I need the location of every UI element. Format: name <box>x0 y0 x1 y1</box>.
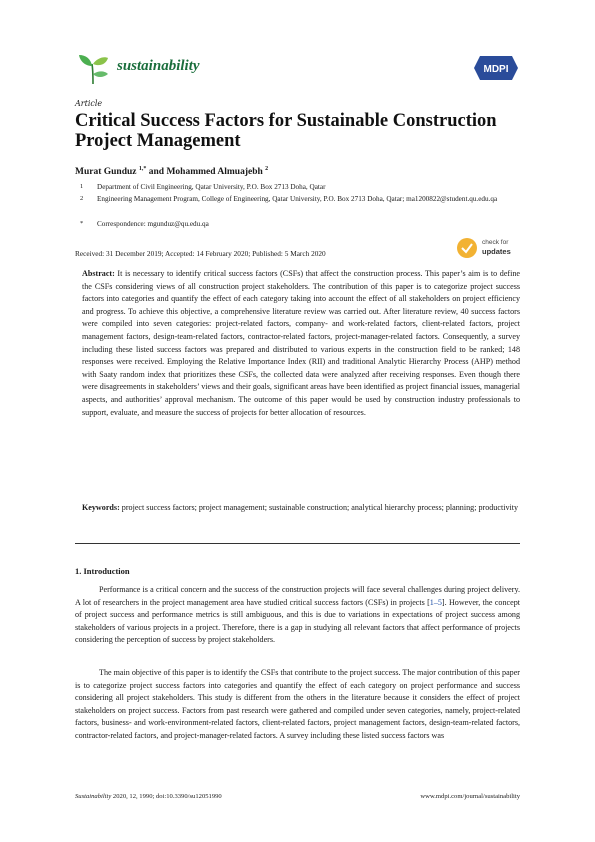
journal-logo-icon <box>75 50 111 86</box>
author-conjunction: and <box>148 167 165 178</box>
keywords <box>82 502 520 515</box>
footer-citation-text: 2020, 12, 1990; doi:10.3390/su12051990 <box>112 793 222 800</box>
footer-citation <box>75 793 222 800</box>
abstract <box>82 268 520 419</box>
footer-journal: Sustainability <box>75 793 112 800</box>
mdpi-logo <box>474 56 518 80</box>
journal-name: sustainability <box>117 58 200 74</box>
paragraph-text: Performance is a critical concern and the success of the construction projects will face several challenges during project delivery. A lot of researchers in the project management area have studied critical success factors (CSFs) in projects [ <box>75 585 520 607</box>
affiliation-text: Department of Civil Engineering, Qatar University, P.O. Box 2713 Doha, Qatar <box>97 183 326 191</box>
author-name[interactable]: Murat Gunduz <box>75 167 137 178</box>
affiliation-mark: 1 <box>80 183 84 190</box>
intro-paragraph-1 <box>75 584 520 647</box>
affiliation-1 <box>75 182 525 192</box>
paragraph-text: ]. However, the concept of project success and performance metrics is still ambiguous, and this is due to variations in expectations of project success among stakeholders of various projects in a project. Therefore, there is a gap in studying all relevant factors that affect performance of projects considering the perception of success by project stakeholders. <box>75 597 520 644</box>
svg-text:MDPI: MDPI <box>483 64 509 75</box>
affiliation-mark: * <box>80 220 84 227</box>
author-superscript: 1,* <box>138 166 147 172</box>
footer-url[interactable]: www.mdpi.com/journal/sustainability <box>420 793 520 800</box>
abstract-label: Abstract: <box>82 269 115 278</box>
affiliation-text: Engineering Management Program, College of Engineering, Qatar University, P.O. Box 2713 Doha, Qatar; ma1200822@student.qu.edu.qa <box>97 195 498 203</box>
section-heading: 1. Introduction <box>75 566 130 576</box>
article-type: Article <box>75 99 103 108</box>
author-line <box>75 166 268 177</box>
reference-link[interactable]: 1–5 <box>429 597 442 607</box>
affiliation-text: Correspondence: mgunduz@qu.edu.qa <box>97 220 209 228</box>
article-title: Critical Success Factors for Sustainable Construction Project Management <box>75 111 497 151</box>
section-divider <box>75 543 520 544</box>
author-superscript: 2 <box>265 166 269 172</box>
abstract-text: It is necessary to identify critical success factors (CSFs) that affect the construction process. This paper’s aim is to define the CSFs considering views of all construction project stakeholders. The contribution of this paper is to categorize project success factors into categories and quantify the effect of each category taking into account the effect of all stakeholders on project efficiency and progress. To achieve this objective, a comprehensive literature review was carried out. After literature review, 40 success factors were compiled into seven categories: project-related factors, company- and work-related factors, client-related factors, project management factors, design-team-related factors, contractor-related factors, project-manager-related factors. Consequently, a survey including these listed success factors was prepared and distributed to various experts in the construction field to be ranked; 148 responses were received. Employing the Relative Importance Index (RII) and traditional Analytic Hierarchy Process (AHP) method with Saaty random index that prioritizes these CSFs, the collected data were analyzed after receiving responses. Even though there were disagreements in stakeholders’ views and their goals, significant areas have been identified as project financial issues, managerial aspects, and authorities’ approval mechanism. The outcome of this paper would be used by construction industry professionals to support, evaluate, and measure the success of projects for better allocation of resources. <box>82 269 520 417</box>
check-updates-line1: check for <box>482 239 509 246</box>
author-name[interactable]: Mohammed Almuajebh <box>166 167 263 178</box>
keywords-label: Keywords: <box>82 503 120 512</box>
check-for-updates-button[interactable] <box>456 236 520 260</box>
publication-dates: Received: 31 December 2019; Accepted: 14 February 2020; Published: 5 March 2020 <box>75 249 326 258</box>
correspondence <box>75 219 525 229</box>
affiliation-2 <box>75 194 525 214</box>
intro-paragraph-2: The main objective of this paper is to identify the CSFs that contribute to the project success. The major contribution of this paper is to categorize project success factors into categories and quantify the effect of each category on project performance and success considering all project stakeholders. This study is different from the others in the literature because it considers the effect of project stakeholders on project success. Factors from past research were gathered and compiled under seven categories, namely, project-related factors, business- and work-environment-related factors, client-related factors, project management factors, design-team-related factors, contractor-related factors, and project-manager-related factors. A survey including these listed success factors was <box>75 668 520 740</box>
keywords-text: project success factors; project management; sustainable construction; analytical hierarchy process; planning; productivity <box>121 503 519 512</box>
affiliation-mark: 2 <box>80 195 84 202</box>
check-updates-line2: updates <box>482 247 511 256</box>
